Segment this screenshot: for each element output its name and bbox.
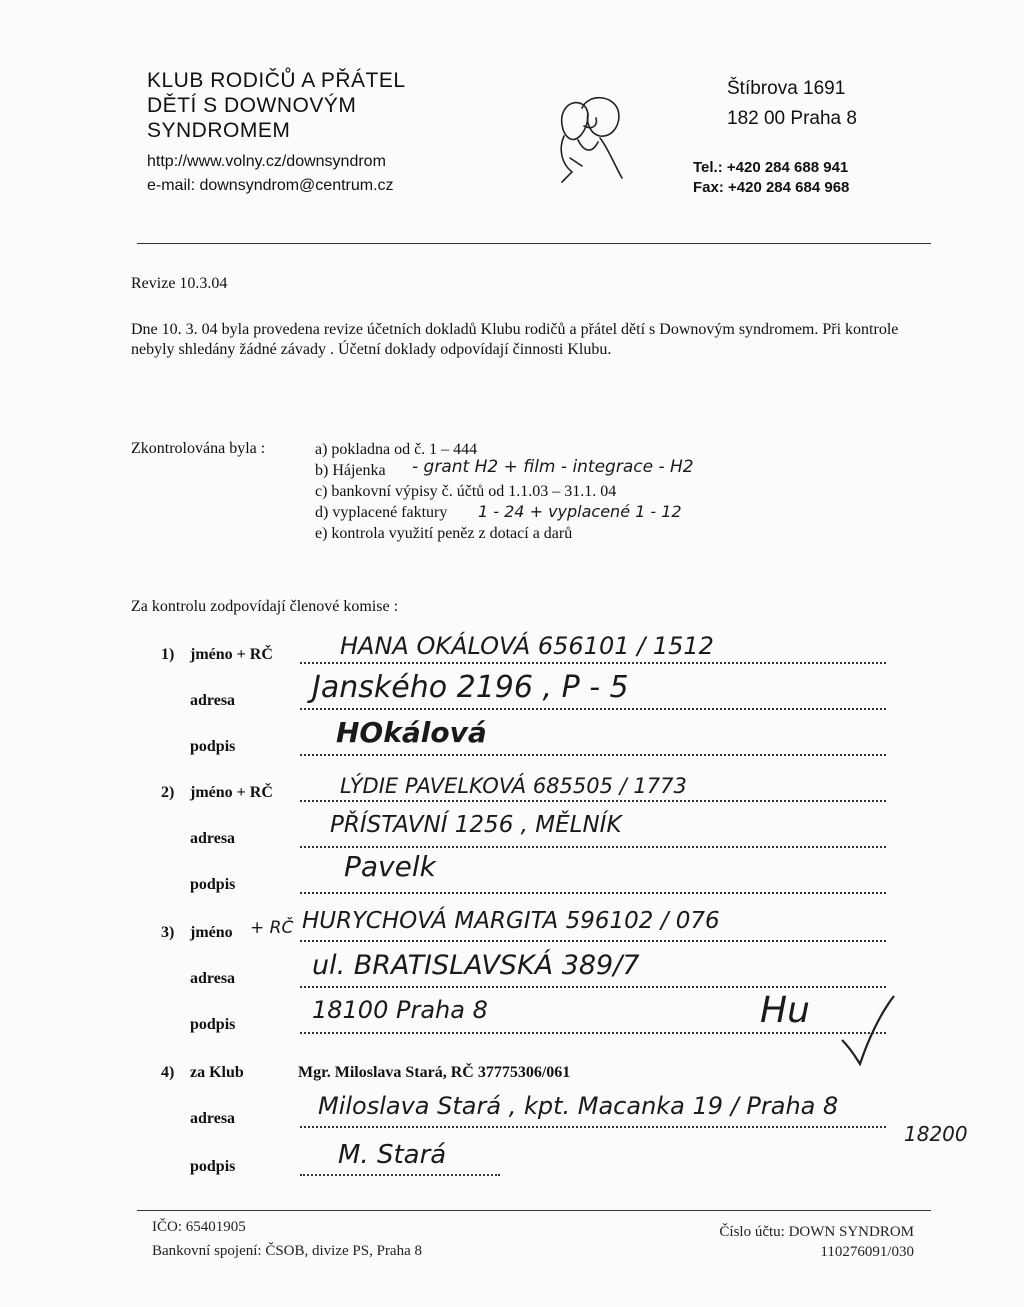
checked-label: Zkontrolována byla : (131, 440, 266, 457)
ico-number: IČO: 65401905 (152, 1219, 246, 1235)
member-2-addr-value: PŘÍSTAVNÍ 1256 , MĚLNÍK (330, 812, 622, 838)
member-2-addr-line (300, 846, 886, 848)
member-3-name-value: HURYCHOVÁ MARGITA 596102 / 076 (302, 908, 720, 934)
member-3-name-suffix: + RČ (250, 918, 294, 938)
member-4-signature: M. Stará (338, 1140, 447, 1170)
checked-item-e: e) kontrola využití peněz z dotací a darů (315, 525, 573, 542)
phone-block (693, 158, 849, 198)
member-2-sign-line (300, 892, 886, 894)
member-1-sign-label: podpis (190, 738, 236, 755)
doc-title: Revize 10.3.04 (131, 275, 228, 292)
org-line-2: DĚTÍ S DOWNOVÝM (147, 94, 357, 117)
intro-paragraph: Dne 10. 3. 04 byla provedena revize účetních dokladů Klubu rodičů a přátel dětí s Downovým syndromem. Při kontrole nebyly shledány žádné závady . Účetní doklady odpovídají činnosti Klubu. (131, 321, 899, 358)
member-1-sign-line (300, 754, 886, 756)
member-2-signature: Pavelk (344, 850, 436, 883)
member-2-name-label: jméno + RČ (190, 784, 273, 801)
checked-item-d: d) vyplacené faktury (315, 504, 448, 521)
member-1-signature: HOkálová (336, 716, 487, 749)
footer-right (636, 1222, 914, 1262)
committee-intro: Za kontrolu zodpovídají členové komise : (131, 598, 399, 615)
member-4-postcode: 18200 (904, 1122, 968, 1146)
member-2-name-value: LÝDIE PAVELKOVÁ 685505 / 1773 (340, 774, 687, 798)
member-3-name-label: jméno (190, 924, 233, 941)
member-1-name-label: jméno + RČ (190, 646, 273, 663)
checked-list (315, 439, 616, 544)
email-link[interactable]: e-mail: downsyndrom@centrum.cz (147, 177, 394, 194)
website-link[interactable]: http://www.volny.cz/downsyndrom (147, 153, 386, 170)
member-1-addr-line (300, 708, 886, 710)
member-4-addr-label: adresa (190, 1110, 236, 1127)
member-3-number: 3) (161, 924, 175, 941)
member-3-addr-value: ul. BRATISLAVSKÁ 389/7 (312, 950, 640, 981)
checked-item-b: b) Hájenka (315, 462, 386, 479)
member-2-sign-label: podpis (190, 876, 236, 893)
footer-rule (137, 1210, 931, 1211)
member-1-addr-label: adresa (190, 692, 236, 709)
signature-flourish-icon (838, 990, 898, 1070)
member-3-addr-line-2: 18100 Praha 8 (312, 996, 488, 1024)
contact-web (147, 150, 394, 198)
member-2-addr-label: adresa (190, 830, 236, 847)
account-number: 110276091/030 (820, 1244, 914, 1260)
member-1-addr-value: Janského 2196 , P - 5 (312, 670, 629, 705)
organization-name (147, 68, 406, 143)
org-line-3: SYNDROMEM (147, 119, 291, 142)
fax: Fax: +420 284 684 968 (693, 179, 850, 196)
member-2-name-line (300, 800, 886, 802)
member-4-sign-label: podpis (190, 1158, 236, 1175)
embracing-figures-icon (548, 92, 632, 190)
member-3-name-line (300, 940, 886, 942)
club-label: za Klub (190, 1064, 244, 1081)
header-rule (137, 243, 931, 244)
member-4-addr-line (300, 1126, 886, 1128)
bank-connection: Bankovní spojení: ČSOB, divize PS, Praha 8 (152, 1243, 422, 1259)
member-1-number: 1) (161, 646, 175, 663)
city: 182 00 Praha 8 (727, 108, 857, 129)
member-1-name-line (300, 662, 886, 664)
handnote-b: - grant H2 + film - integrace - H2 (412, 457, 694, 477)
member-2-number: 2) (161, 784, 175, 801)
org-line-1: KLUB RODIČŮ A PŘÁTEL (147, 69, 406, 92)
member-3-addr-line (300, 986, 886, 988)
telephone: Tel.: +420 284 688 941 (693, 159, 849, 176)
member-3-signature: Hu (760, 990, 810, 1031)
street: Štíbrova 1691 (727, 78, 846, 99)
account-label: Číslo účtu: DOWN SYNDROM (719, 1224, 914, 1240)
member-4-addr-value: Miloslava Stará , kpt. Macanka 19 / Praha 8 (318, 1092, 839, 1120)
member-3-sign-line (300, 1032, 886, 1034)
member-3-addr-label: adresa (190, 970, 236, 987)
member-3-sign-label: podpis (190, 1016, 236, 1033)
member-4-sign-line (300, 1174, 500, 1176)
checked-item-c: c) bankovní výpisy č. účtů od 1.1.03 – 31.1. 04 (315, 483, 617, 500)
footer-left (152, 1217, 422, 1261)
member-4-number: 4) (161, 1064, 175, 1081)
postal-address (727, 74, 857, 134)
club-representative: Mgr. Miloslava Stará, RČ 37775306/061 (298, 1064, 571, 1081)
handnote-d: 1 - 24 + vyplacené 1 - 12 (478, 502, 682, 521)
member-1-name-value: HANA OKÁLOVÁ 656101 / 1512 (340, 632, 714, 660)
checked-item-a: a) pokladna od č. 1 – 444 (315, 441, 478, 458)
